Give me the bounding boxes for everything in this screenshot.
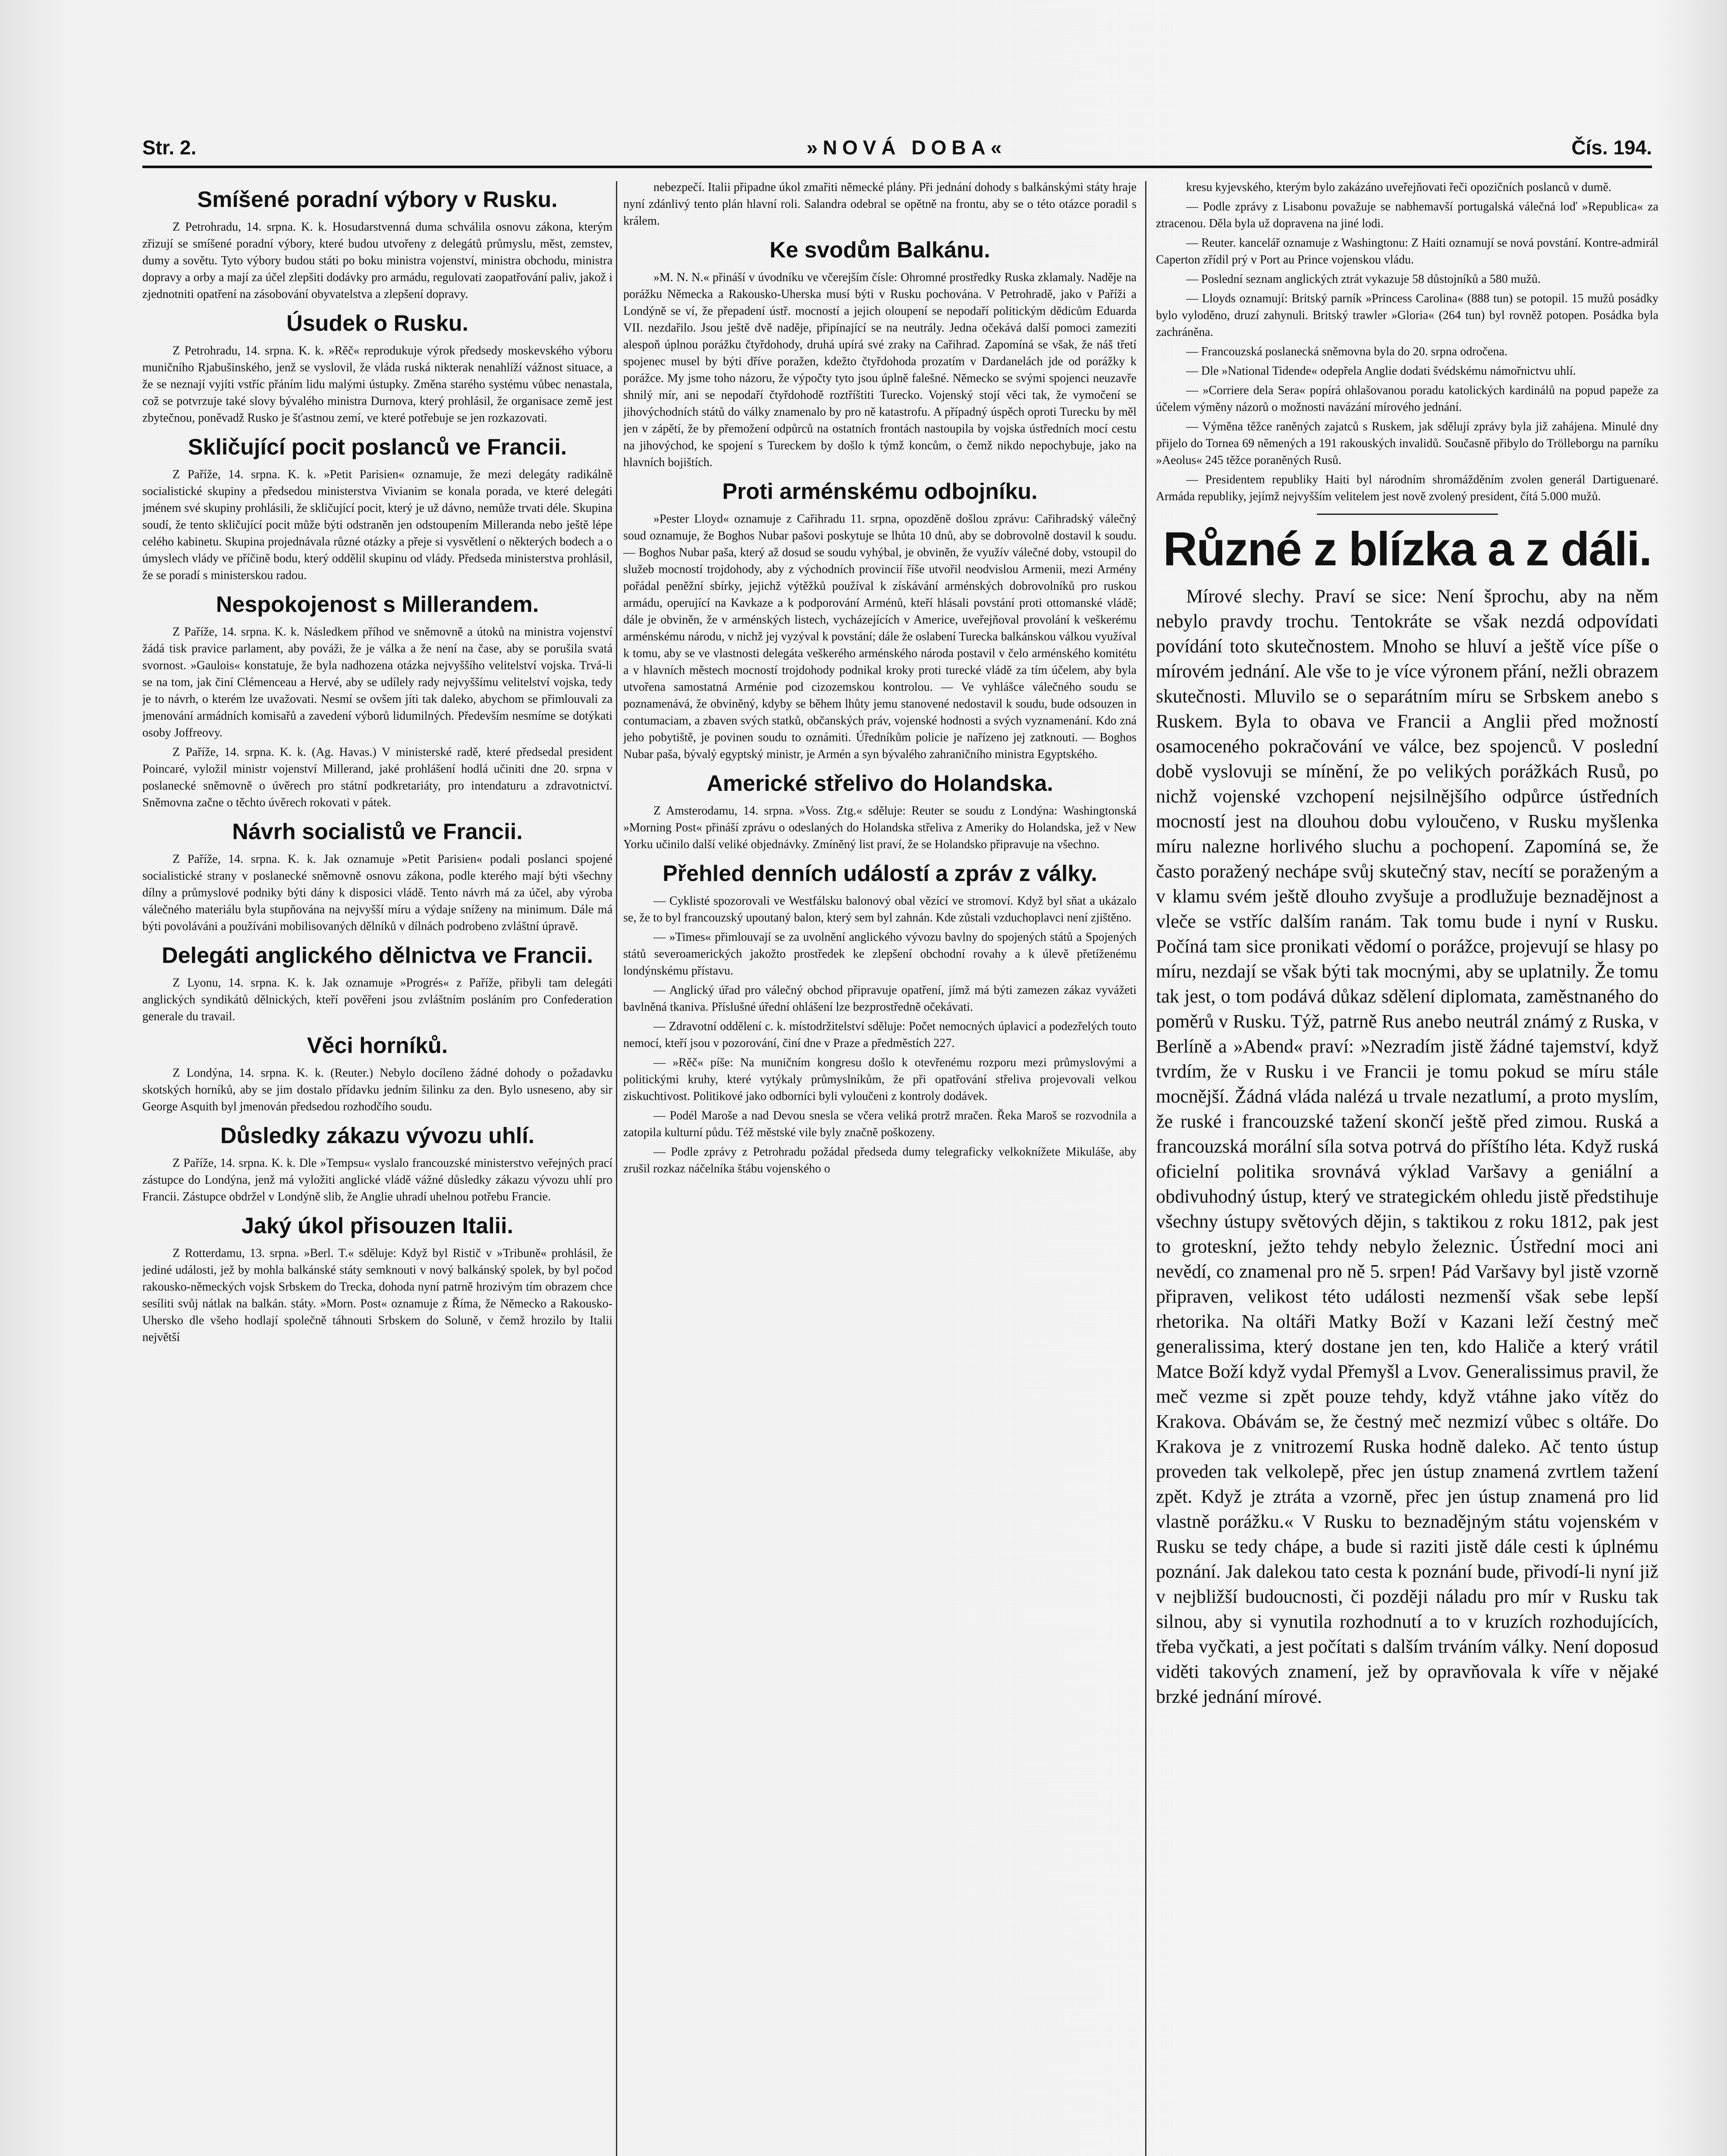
page-number: Str. 2. <box>142 136 197 159</box>
article <box>1156 514 1658 1709</box>
article-paragraph: nebezpečí. Italii připadne úkol zmařiti německé plány. Při jednání dohody s balkánskými státy hraje nyní zdánlivý tento plán hlavní roli. Salandra odebral se opětně na frontu, aby se o této otázce poradil s králem. <box>623 181 1137 228</box>
article-headline: Proti arménskému odbojníku. <box>722 479 1038 504</box>
article-paragraph: Z Londýna, 14. srpna. K. k. (Reuter.) Nebylo docíleno žádné dohody o požadavku skotských horníků, aby se jim dostalo přídavku jedním šilinku za den. Bylo usneseno, aby sir George Asquith byl jmenován předsedou rozhodčího soudu. <box>142 1066 612 1113</box>
article-paragraph: Z Paříže, 14. srpna. K. k. Dle »Tempsu« vyslalo francouzské ministerstvo veřejných prací zástupce do Londýna, jenž má vyložiti anglické vládě vážné důsledky zákazu vývozu uhlí pro Francii. Zástupce obdržel v Londýně slib, že Anglie uhradí uhelnou potřebu Francie. <box>142 1156 612 1203</box>
masthead-title: »NOVÁ DOBA« <box>807 136 1007 159</box>
section-headline: Různé z blízka a z dáli. <box>1163 523 1652 576</box>
article-paragraph: »M. N. N.« přináší v úvodníku ve včerejším čísle: Ohromné prostředky Ruska zklamaly. Naděje na porážku Německa a Rakousko-Uherska musí býti v Rusku pochována. V Petrohradě, jako v Paříži a Londýně se ví, že přepadení ústř. mocností a jejich oloupení se nepodaří politickým dědicům Eduarda VII. nezdařilo. Jsou ještě dvě naděje, připínající se na neutrály. Jedna očekává další pomoci zameziti alespoň úplnou porážku čtyřdohody, druhá upírá své zraky na Cařihrad. Zapomíná se však, že náš třetí spojenec musel by býti dříve poražen, kdežto čtyřdohoda prozatím v Dardanelách jde od porážky k porážce. My jsme toho názoru, že výpočty tyto jsou úplně falešné. Německo se svými spojenci neuzavře shnilý mír, ani se nepodaří čtyřdohodě roztříštiti Turecko. Vojenský stojí věci tak, že vymočení se jihovýchodních států do války znamenalo by pro ně katastrofu. A případný úspěch oproti Turecku by měl jen v zápětí, že by přemožení odpůrců na ostatních frontách nastoupila by vojska ústředních mocí cestu na jihovýchod, ke spojení s Tureckem by došlo k týmž koncům, o čemž nikdo nepochybuje, jako na hlavních bojištích. <box>623 271 1137 469</box>
article-paragraph: Mírové slechy. Praví se sice: Není šprochu, aby na něm nebylo pravdy trochu. Tentokráte se však nezdá odpovídati povídání toto skutečnostem. Mnoho se hluví a ještě více píše o mírovém jednání. Ale vše to je více výronem přání, nežli obrazem skutečnosti. Mluvilo se o separátním míru se Srbskem anebo s Ruskem. Byla to obava ve Francii a Anglii před možností osamoceného pokračování ve válce, bez spojenců. V poslední době vyslovuji se mínění, že po velikých porážkách Rusů, po nichž vojenské vzchopení nejsilnějšího odpůrce ústředních mocností jest na dlouhou dobu vyloučeno, v Rusku myšlenka míru nalezne horlivého sluchu a pochopení. Zapomíná se, že často poražený nechápe svůj skutečný stav, necítí se poraženým a v klamu svém ještě dlouho zvyšuje a prodlužuje beznadějnost a vleče se vstříc dalším ranám. Tak tomu bude i nyní v Rusku. Počíná tam sice pronikati vědomí o porážce, projevují se hlasy po míru, nezdají se však býti tak mocnými, aby se uplatnily. Že tomu tak jest, o tom podává důkaz sdělení diplomata, zaměstnaného do poměrů v Rusku. Týž, patrně Rus anebo neutrál známý z Ruska, v Berlíně a »Abend« praví: »Nezradím jistě žádné tajemství, když tvrdím, že v Rusku i ve Francii je tomu pokud se míru stále mocnější. Žádná vláda nalézá u trvale nezatlumí, a proto myslím, že ruské i francouzské tažení skončí ještě před zimou. Ruská a francouzská morální síla sotva potrvá do příštího léta. Když ruská oficielní politika srovnává výklad Varšavy a geniální a obdivuhodný ústup, který ve strategickém ohledu jistě předstihuje všechny ústupy světových dějin, s taktikou z roku 1812, pak jest to groteskní, ježto tehdy nebylo železnic. Ústřední moci ani nevědí, co znamenal pro ně 5. srpen! Pád Varšavy byl jistě vzorně připraven, velikost této události nezmenší však sebe lepší rhetorika. Na oltáři Matky Boží v Kazani leží čestný meč generalissima, který dostane jen ten, kdo Haliče a který vrátil Matce Boží když vydal Přemyšl a Lvov. Generalissimus pravil, že meč vezme si zpět pouze tehdy, když vtáhne jako vítěz do Krakova. Obávám se, že čestný meč nezmizí vůbec s oltáře. Do Krakova je z vnitrozemí Ruska hodně daleko. Ač tento ústup proveden tak velkolepě, přec jen ústup znamená zvrtlem tažení zpět. Když je ztráta a vzorně, přec jen ústup znamená pro lid vlastně porážku.« V Rusku to beznadějným státu vojenském v Rusku se tedy chápe, a bude si raziti jistě dále cesti k úplnému poznání. Jak dalekou tato cesta k poznání bude, přivodí-li nyní již v nejbližší budoucnosti, či později náladu pro mír v Rusku tak silnou, aby si vynutila rozhodnutí a to v kruzích rozhodujících, třeba vyčkati, a jest počítati s dalším trváním války. Není doposud viděti takových znamení, jež by opravňovala k víře v nějaké brzké jednání mírové. <box>1156 586 1658 1707</box>
article-paragraph: Z Amsterodamu, 14. srpna. »Voss. Ztg.« sděluje: Reuter se soudu z Londýna: Washingtonská »Morning Post« přináší zprávu o odeslaných do Holandska střeliva z Ameriky do Holandska, jež v New Yorku učinilo další veliké objednávky. Zmíněný list praví, že se Holandsko připravuje na všechno. <box>623 804 1137 851</box>
article-headline: Věci horníků. <box>307 1033 448 1058</box>
article <box>142 1123 612 1205</box>
article-paragraph: — Presidentem republiky Haiti byl národním shromážděním zvolen generál Dartiguenaré. Armáda republiky, jejímž nejvyšším velitelem jest nově zvolený president, čítá 5.000 mužů. <box>1156 473 1658 503</box>
article-paragraph: kresu kyjevského, kterým bylo zakázáno uveřejňovati řeči opozičních poslanců v dumě. <box>1186 181 1611 194</box>
article-headline: Přehled denních událostí a zpráv z války. <box>663 861 1097 886</box>
article-headline: Důsledky zákazu vývozu uhlí. <box>220 1123 535 1148</box>
section-rule <box>1317 514 1498 515</box>
article-paragraph: — »Times« přimlouvají se za uvolnění anglického vývozu bavlny do spojených států a Spojených států severoamerických jakožto prostředek ke zlepšení obchodní rovahy a k úlevě přetíženému londýnskému přístavu. <box>623 931 1137 978</box>
article-paragraph: — Podle zprávy z Lisabonu považuje se nabhemavší portugalská válečná loď »Republica« za ztracenou. Děla byla už dopravena na jiné lodi. <box>1156 200 1658 230</box>
article-paragraph: — Anglický úřad pro válečný obchod připravuje opatření, jímž má býti zamezen zákaz vyvážeti bavlněná tkaniva. Příslušné úřední ohlášení lze bezprostředně očekávati. <box>623 984 1137 1014</box>
article-paragraph: — Francouzská poslanecká sněmovna byla do 20. srpna odročena. <box>1186 345 1507 358</box>
article-paragraph: Z Paříže, 14. srpna. K. k. Jak oznamuje »Petit Parisien« podali poslanci spojené socialistické strany v poslanecké sněmovně osnovu zákona, podle kterého mají býti všechny dílny a průmyslové podniky býti dány k disposici vládě. Tento návrh má za účel, aby výroba válečného materiálu byla stupňována na nejvyšší míru a výdaje sníženy na minimum. Dále má býti povoláváni a používáni mobilisovaných dělníků v dílnách podrobeno zvláštní úpravě. <box>142 852 612 933</box>
article-paragraph: — Výměna těžce raněných zajatců s Ruskem, jak sdělují zprávy byla již zahájena. Minulé dny přijelo do Tornea 69 němených a 191 rakouských invalidů. Současně přibylo do Trölleborgu na parníku »Aeolus« 245 těžce poraněných Rusů. <box>1156 420 1658 467</box>
header-rule <box>142 166 1652 168</box>
article <box>142 310 612 426</box>
article <box>623 479 1137 763</box>
article-headline: Skličující pocit poslanců ve Francii. <box>188 435 567 460</box>
article-paragraph: — Poslední seznam anglických ztrát vykazuje 58 důstojníků a 580 mužů. <box>1186 273 1541 286</box>
article <box>623 237 1137 471</box>
article-headline: Delegáti anglického dělnictva ve Francii. <box>162 943 593 968</box>
article-paragraph: — Podél Maroše a nad Devou snesla se včera veliká protrž mračen. Řeka Maroš se rozvodnila a zatopila kulturní půdu. Též městské vile byly značně poškozeny. <box>623 1109 1137 1139</box>
article-paragraph: Z Petrohradu, 14. srpna. K. k. Hosudarstvenná duma schválila osnovu zákona, kterým zřizují se smíšené poradní výbory, které budou utvořeny z delegátů průmyslu, měst, zemstev, dumy a sovětu. Tyto výbory budou státi po boku ministra vojenství, ministra obchodu, ministra dopravy a orby a mají za účel zlepšiti dodávky pro armádu, regulovati zaopatřování paliv, jakož i zjednotniti opatření na zásobování obyvatelstva a zlepšení dopravy. <box>142 220 612 301</box>
article-paragraph: — Dle »National Tidende« odepřela Anglie dodati švédskému námořnictvu uhlí. <box>1186 364 1576 378</box>
article-paragraph: Z Petrohradu, 14. srpna. K. k. »Rěč« reprodukuje výrok předsedy moskevského výboru muničního Rjabušinského, jenž se vyslovil, že vláda ruská nikterak nenahlíží vážnost situace, a že se neznají vyjíti vstříc přáním lidu malými ústupky. Změna starého systému vůbec nenastala, což se potvrzuje také slovy bývalého ministra Durnova, který prohlásil, že organisace země jest zbytečnou, poněvadž Rusko je šťastnou zemí, ve které potřebuje se jen rozkazovati. <box>142 344 612 425</box>
article-paragraph: Z Lyonu, 14. srpna. K. k. Jak oznamuje »Progrés« z Paříže, přibyli tam delegáti anglických syndikátů dělnických, kteří pověřeni jsou zvláštním posláním pro Confederation generale du travail. <box>142 976 612 1023</box>
article <box>142 434 612 584</box>
column-divider <box>616 181 617 2156</box>
article-headline: Jaký úkol přisouzen Italii. <box>242 1213 513 1238</box>
article <box>1156 179 1658 505</box>
article-headline: Úsudek o Rusku. <box>286 311 468 336</box>
article <box>142 592 612 811</box>
article-headline: Návrh socialistů ve Francii. <box>232 819 523 844</box>
article-paragraph: — Cyklisté spozorovali ve Westfálsku balonový obal vězící ve stromoví. Když byl sňat a ukázalo se, že to byl francouzský upoutaný balon, který sem byl zahnán. Kde zůstali vzduchoplavci není zjištěno. <box>623 894 1137 924</box>
article <box>142 943 612 1025</box>
article <box>142 187 612 303</box>
article <box>142 1033 612 1115</box>
article <box>623 771 1137 853</box>
article-paragraph: — Podle zprávy z Petrohradu požádal předseda dumy telegraficky velkoknížete Mikuláše, aby zrušil rozkaz náčelníka štábu vojenského o <box>623 1145 1137 1175</box>
article-paragraph: Z Paříže, 14. srpna. K. k. (Ag. Havas.) V ministerské radě, které předsedal president Poincaré, vyložil ministr vojenství Millerand, jaké prohlášení hodlá učiniti dne 20. srpna v poslanecké sněmovně o úvěrech pro státní podkretariáty, pro intendaturu a zdravotnictví. Sněmovna začne o těchto úvěrech rokovati v pátek. <box>142 746 612 809</box>
article-paragraph: — »Rěč« píše: Na muničním kongresu došlo k otevřenému rozporu mezi průmyslovými a politickými kruhy, které vytýkaly průmyslníkům, že při opatřování střeliva projevovali velkou ziskuchtivost. Politikové jako odborníci byli vyloučeni z kontroly dodávek. <box>623 1056 1137 1103</box>
column-divider <box>1145 181 1146 2156</box>
column-2 <box>623 179 1137 2156</box>
column-1 <box>142 179 612 2156</box>
article <box>142 819 612 935</box>
article-paragraph: — »Corriere dela Sera« popírá ohlašovanou poradu katolických kardinálů na popud papeže za účelem výměny názorů o možnosti navázání mírového jednání. <box>1156 384 1658 414</box>
issue-number: Čís. 194. <box>1571 136 1652 159</box>
article <box>142 1213 612 1346</box>
article-headline: Nespokojenost s Millerandem. <box>216 592 539 617</box>
article-paragraph: »Pester Lloyd« oznamuje z Cařihradu 11. srpna, opozděně došlou zprávu: Cařihradský válečný soud oznamuje, že Boghos Nubar pašovi poskytuje se lhůta 10 dnů, aby se dobrovolně dostavil k soudu. — Boghos Nubar paša, který až dosud se soudu vyhýbal, je obviněn, že využív válečné doby, vstoupil do služeb mocností trojdohody, aby z východních provincií říše utvořil neodvislou Armenii, mezi Armény pořádal peněžní sbírky, jejichž výtěžků používal k získávání arménských dobrovolníků pro ruskou armádu, operující na Kavkaze a k podporování Arménů, kteří hlásali povstání proti ottomanské vládě; dále je obviněn, že v arménských listech, vycházejících v Americe, uveřejňoval provolání k veškerému arménskému národu, v nichž jej vyzýval k povstání; dále že oslabení Turecka balkánskou válkou využíval k tomu, aby se ve vlastnosti delegáta veškerého arménského národa postavil v čelo arménského komitétu a v hlavních městech mocností trojdohody podnikal kroky proti turecké vládě za tím účelem, aby byla utvořena samostatná Arménie pod cizozemskou kontrolou. — Ve vyhlášce válečného soudu se poznamenává, že obviněný, kdyby se během lhůty jemu stanovené nedostavil k soudu, bude odsouzen in contumaciam, a zbaven svých statků, občanských práv, vojenské hodnosti a svých vyznamenání. Kdo zná jeho pobytiště, je povinen soudu to oznámiti. Úředníkům policie je nařízeno jej zatknouti. — Boghos Nubar paša, bývalý egyptský ministr, je Armén a syn bývalého zahraničního ministra Egyptského. <box>623 512 1137 761</box>
article-headline: Americké střelivo do Holandska. <box>706 771 1053 796</box>
column-3 <box>1156 179 1658 2156</box>
article-paragraph: — Reuter. kancelář oznamuje z Washingtonu: Z Haiti oznamují se nová povstání. Kontre-admirál Caperton zřídil prý v Port au Prince vojenskou vládu. <box>1156 236 1658 266</box>
article-paragraph: — Lloyds oznamují: Britský parník »Princess Carolina« (888 tun) se potopil. 15 mužů posádky bylo vyloděno, druzí zahynuli. Britský trawler »Gloria« (264 tun) byl rovněž potopen. Posádka byla zachráněna. <box>1156 292 1658 339</box>
article <box>623 861 1137 1177</box>
article-headline: Ke svodům Balkánu. <box>769 238 990 263</box>
page-header <box>142 136 1652 166</box>
article-paragraph: Z Rotterdamu, 13. srpna. »Berl. T.« sděluje: Když byl Ristič v »Tribuně« prohlásil, že jediné události, jež by mohla balkánské státy semknouti v nový balkánský spolek, by byl počod rakousko-německých vojsk Srbskem do Trecka, dohoda nyní patrně hrozivým tím obrazem chce sesíliti svůj nátlak na balkán. státy. »Morn. Post« oznamuje z Říma, že Německo a Rakousko-Uhersko dle všeho hodlají společně táhnouti Srbskem do Soluně, v čemž hrozilo by Italii největší <box>142 1247 612 1344</box>
article-headline: Smíšené poradní výbory v Rusku. <box>197 187 558 212</box>
article-paragraph: Z Paříže, 14. srpna. K. k. Následkem příhod ve sněmovně a útoků na ministra vojenství žádá tisk pravice parlament, aby pováži, že je válka a že není na čase, aby se porušila svatá svornost. »Gaulois« konstatuje, že byla nadhozena otázka nejvyššího velitelství vojska. Trvá-li se na tom, jak činí Clémenceau a Hervé, aby se udílely rady nejvyššímu velitelství vojska, tedy je to návrh, o kterém lze uvažovati. Nesmí se ovšem jíti tak daleko, abychom se přimlouvali za jmenování armádních komisařů a zavedení výborů lidumilných. Především nesmíme se dotýkati osoby Joffreovy. <box>142 625 612 740</box>
article-paragraph: Z Paříže, 14. srpna. K. k. »Petit Parisien« oznamuje, že mezi delegáty radikálně socialistické skupiny a předsedou ministerstva Vivianim se konala porada, ve které delegáti jménem své skupiny prohlásili, že skličující pocit, který je už dávno, nemůže trvati déle. Skupina soudí, že tento skličující pocit může býti odstraněn jen odstoupením Milleranda nebo ještě lépe celého kabinetu. Skupina projednávala různé otázky a přeje si vysvětlení o některých bodech a o úmyslech vlády ve příčině bodu, který oddělil skupinu od vlády. Předseda ministerstva prohlásil, že se poradí s ministerskou radou. <box>142 468 612 582</box>
article-paragraph: — Zdravotní oddělení c. k. místodržitelství sděluje: Počet nemocných úplavicí a podezřelých touto nemocí, kteří jsou v pozorování, činí dne v Praze a předměstích 227. <box>623 1020 1137 1050</box>
article <box>623 179 1137 229</box>
